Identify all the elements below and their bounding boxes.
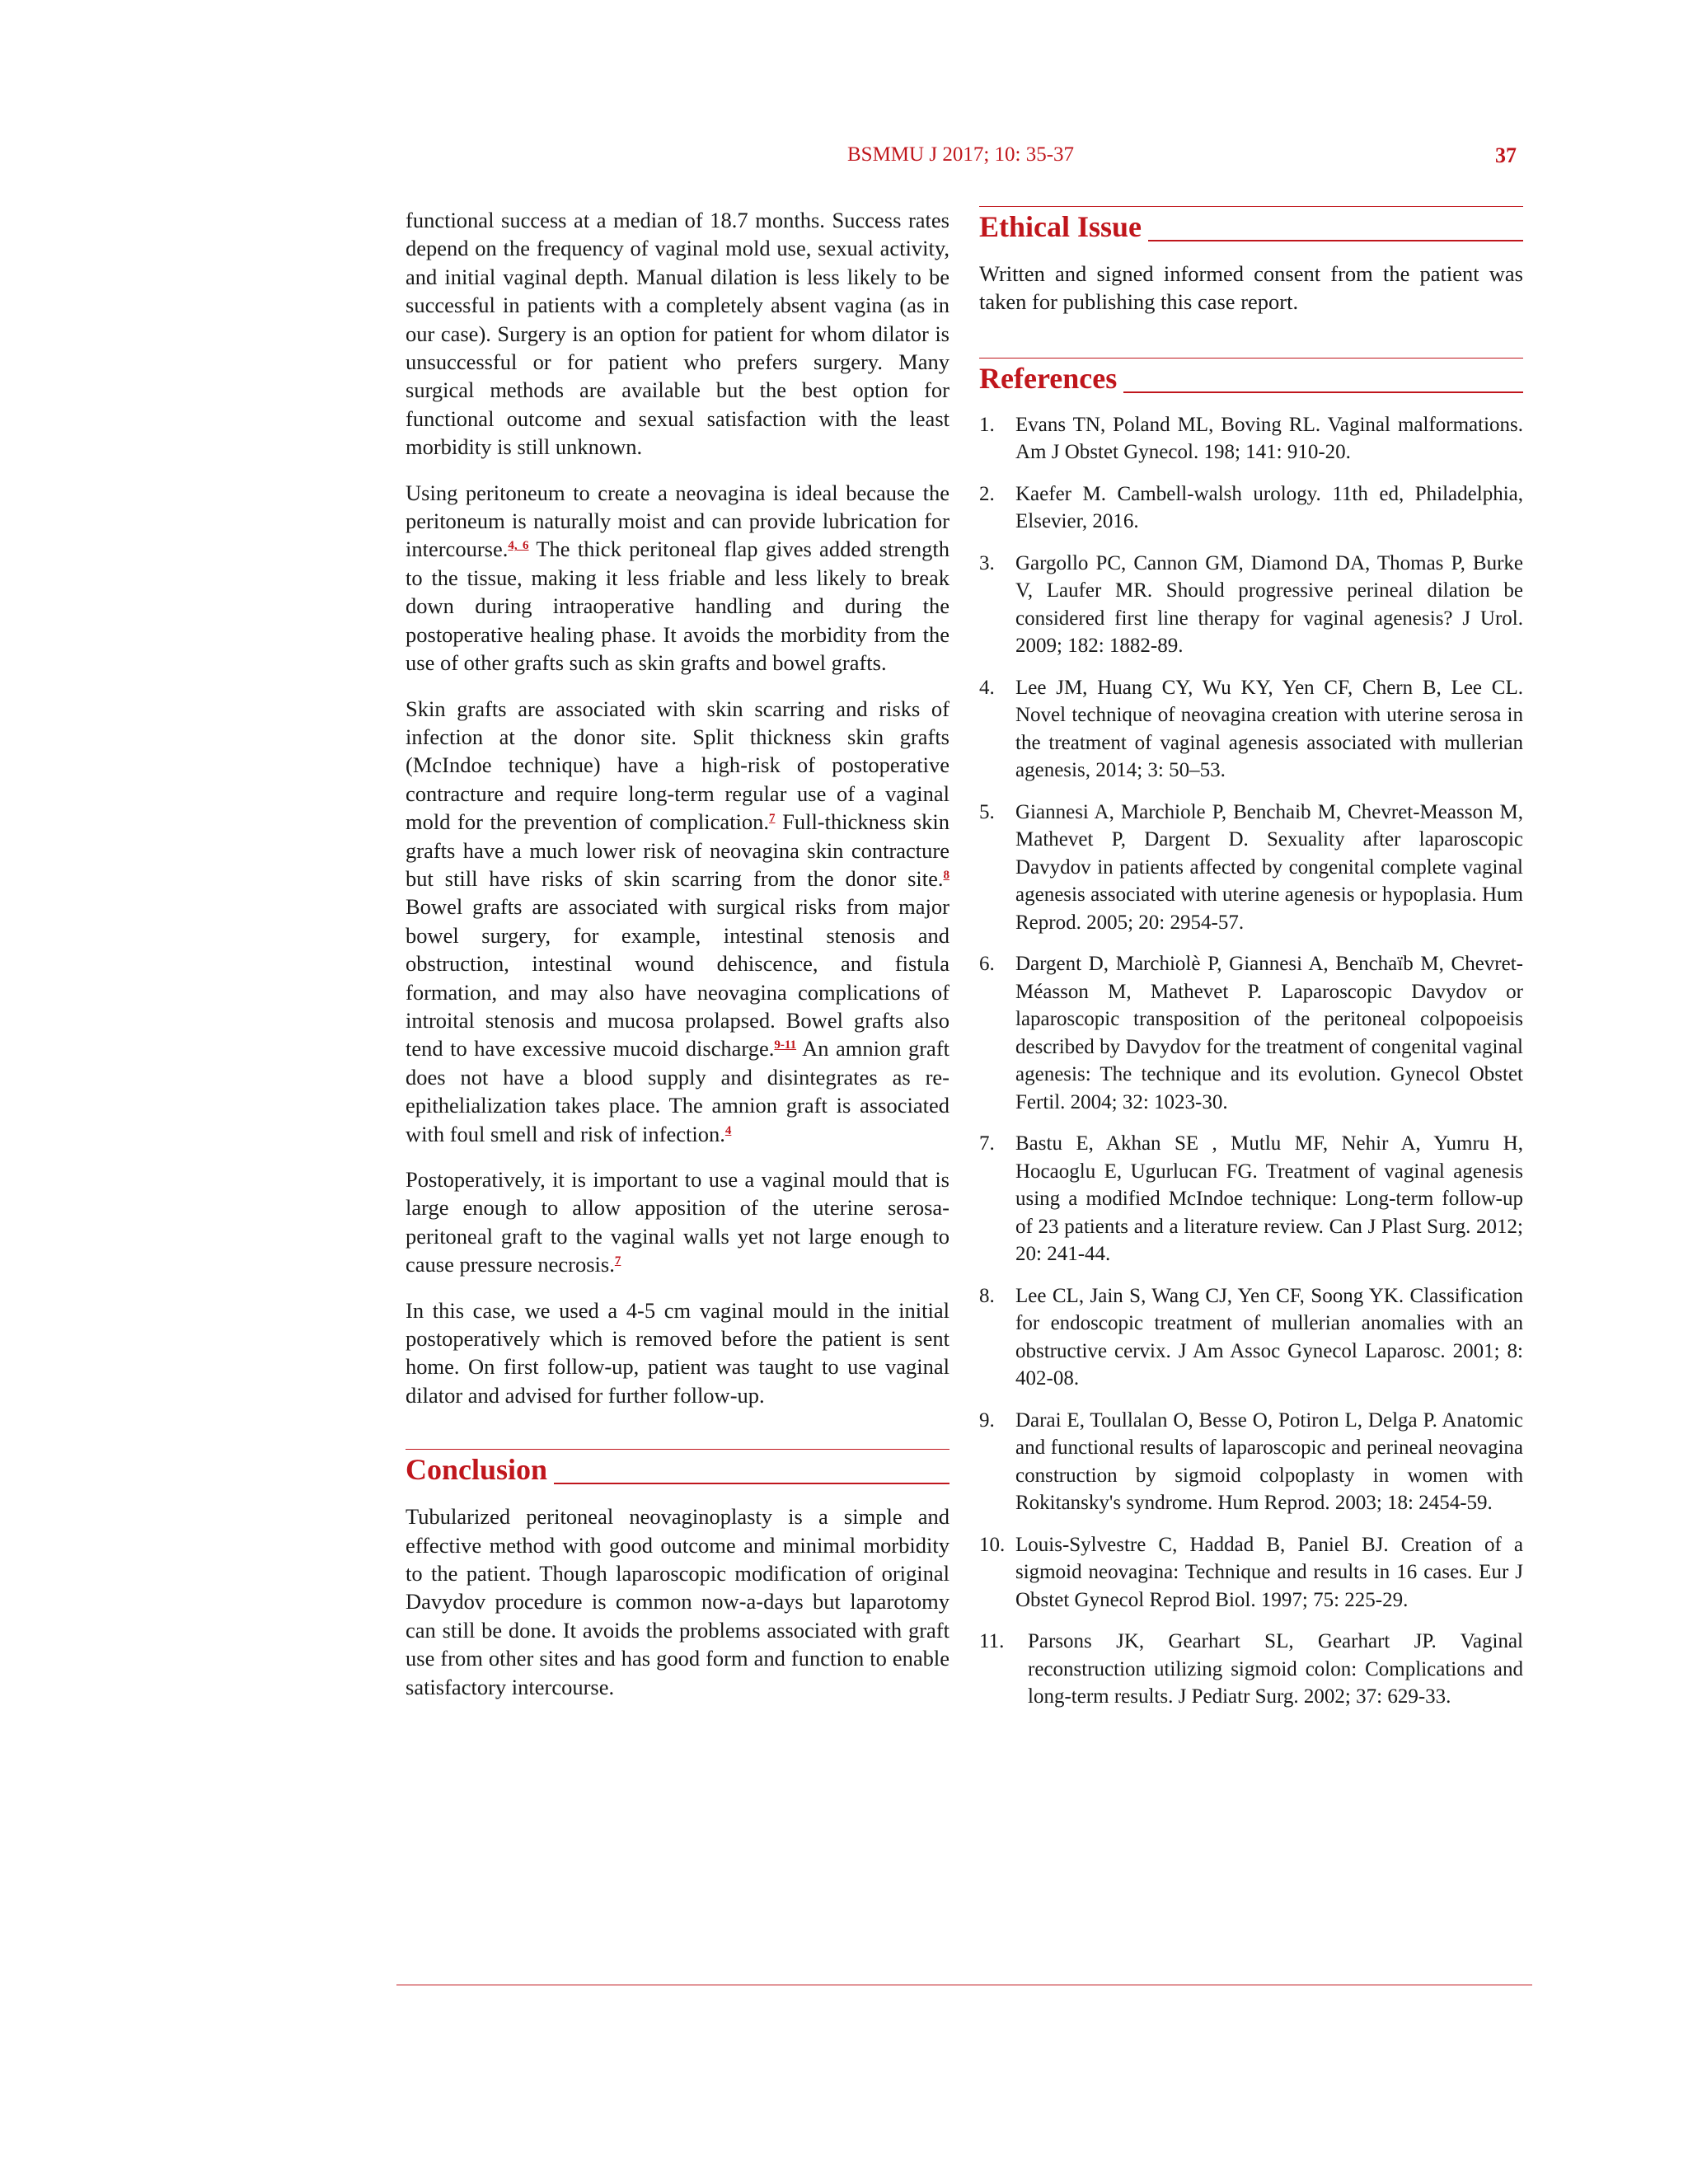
conclusion-heading bbox=[406, 1449, 950, 1491]
reference-number: 8. bbox=[979, 1284, 995, 1307]
paragraph-text: Using peritoneum to create a neovagina is ideal because the peritoneum is naturally moist and can provide lubrication for intercourse. bbox=[406, 480, 950, 562]
reference-text: Parsons JK, Gearhart SL, Gearhart JP. Vaginal reconstruction utilizing sigmoid colon: Complications and long-term results. J Pediatr Surg. 2002; 37: 629-33. bbox=[1028, 1630, 1523, 1708]
ethical-paragraph: Written and signed informed consent from the patient was taken for publishing this case report. bbox=[979, 261, 1523, 315]
reference-item bbox=[979, 1130, 1523, 1268]
paragraph-peritoneum bbox=[406, 479, 950, 677]
reference-item bbox=[979, 480, 1523, 536]
citation-link[interactable]: 8 bbox=[943, 868, 950, 882]
reference-number: 10. bbox=[979, 1533, 1006, 1556]
citation-link[interactable]: 7 bbox=[614, 1254, 621, 1268]
reference-number: 5. bbox=[979, 800, 995, 823]
reference-item bbox=[979, 1531, 1523, 1615]
conclusion-paragraph: Tubularized peritoneal neovaginoplasty is a simple and effective method with good outcome and minimal morbidity to the patient. Though laparoscopic modification of original Davydov procedure is common now-a-days but laparotomy can still be done. It avoids the problems associated with graft use from other sites and has good form and function to enable satisfactory intercourse. bbox=[406, 1504, 950, 1699]
reference-text: Lee CL, Jain S, Wang CJ, Yen CF, Soong YK. Classification for endoscopic treatment of mullerian anomalies with an obstructive cervix. J Am Assoc Gynecol Laparosc. 2001; 8: 402-08. bbox=[1015, 1284, 1523, 1390]
reference-text: Giannesi A, Marchiole P, Benchaib M, Chevret-Measson M, Mathevet P, Dargent D. Sexuality after laparoscopic Davydov in patients affected by congenital complete vaginal agenesis associated with uterine agenesis or hypoplasia. Hum Reprod. 2005; 20: 2954-57. bbox=[1015, 800, 1523, 934]
references-heading bbox=[979, 358, 1523, 400]
paragraph-text: The thick peritoneal flap gives added strength to the tissue, making it less friable and less likely to break down during intraoperative handling and during the postoperative healing phase. It avoids the morbidity from the use of other grafts such as skin grafts and bowel grafts. bbox=[406, 537, 950, 676]
paragraph-text: Full-thickness skin grafts have a much lower risk of neovagina skin contracture but still have risks of skin scarring from the donor site. bbox=[406, 809, 950, 891]
reference-item bbox=[979, 1628, 1523, 1711]
reference-item bbox=[979, 950, 1523, 1116]
reference-item bbox=[979, 1407, 1523, 1517]
reference-text: Lee JM, Huang CY, Wu KY, Yen CF, Chern B, Lee CL. Novel technique of neovagina creation with uterine serosa in the treatment of vaginal agenesis associated with mullerian agenesis, 2014; 3: 50–53. bbox=[1015, 676, 1523, 782]
reference-number: 4. bbox=[979, 676, 995, 699]
citation-link[interactable]: 9-11 bbox=[774, 1038, 797, 1052]
section-title: Conclusion bbox=[406, 1451, 554, 1488]
right-column bbox=[979, 206, 1523, 1725]
reference-number: 3. bbox=[979, 551, 995, 574]
reference-item bbox=[979, 799, 1523, 937]
reference-list bbox=[979, 411, 1523, 1711]
ethical-issue-heading bbox=[979, 206, 1523, 248]
citation-link[interactable]: 4 bbox=[724, 1123, 732, 1137]
reference-item bbox=[979, 550, 1523, 660]
reference-number: 2. bbox=[979, 482, 995, 505]
reference-number: 9. bbox=[979, 1408, 995, 1432]
reference-number: 6. bbox=[979, 953, 995, 976]
reference-text: Louis-Sylvestre C, Haddad B, Paniel BJ. Creation of a sigmoid neovagina: Technique and results in 16 cases. Eur J Obstet Gynecol Reprod Biol. 1997; 75: 225-29. bbox=[1015, 1533, 1523, 1611]
paragraph-text: Postoperatively, it is important to use a vaginal mould that is large enough to allow apposition of the uterine serosa-peritoneal graft to the vaginal walls yet not large enough to cause pressure necrosis. bbox=[406, 1167, 950, 1277]
paragraph-text: Bowel grafts are associated with surgical risks from major bowel surgery, for example, intestinal stenosis and obstruction, intestinal wound dehiscence, and fistula formation, and may also have neovagina complications of introital stenosis and mucosa prolapsed. Bowel grafts also tend to have excessive mucoid discharge. bbox=[406, 894, 950, 1062]
paragraph-grafts bbox=[406, 695, 950, 1149]
paragraph-text: An amnion graft does not have a blood supply and disintegrates as re-epithelialization takes place. The amnion graft is associated with foul smell and risk of infection. bbox=[406, 1036, 950, 1146]
citation-link[interactable]: 7 bbox=[769, 812, 776, 826]
reference-text: Kaefer M. Cambell-walsh urology. 11th ed, Philadelphia, Elsevier, 2016. bbox=[1015, 482, 1523, 533]
reference-item bbox=[979, 1282, 1523, 1393]
left-column bbox=[406, 206, 950, 1718]
reference-number: 11. bbox=[979, 1630, 1005, 1653]
reference-text: Dargent D, Marchiolè P, Giannesi A, Benchaïb M, Chevret-Méasson M, Mathevet P. Laparoscopic Davydov or laparoscopic transposition of the peritoneal colpopoeisis described by Davydov for the treatment of congenital vaginal agenesis: The technique and its evolution. Gynecol Obstet Fertil. 2004; 32: 1023-30. bbox=[1015, 953, 1523, 1113]
reference-text: Gargollo PC, Cannon GM, Diamond DA, Thomas P, Burke V, Laufer MR. Should progressive perineal dilation be considered first line therapy for vaginal agenesis? J Urol. 2009; 182: 1882-89. bbox=[1015, 551, 1523, 658]
section-title: References bbox=[979, 360, 1123, 396]
reference-text: Evans TN, Poland ML, Boving RL. Vaginal malformations. Am J Obstet Gynecol. 198; 141: 910-20. bbox=[1015, 413, 1523, 464]
reference-number: 1. bbox=[979, 413, 995, 436]
reference-text: Darai E, Toullalan O, Besse O, Potiron L, Delga P. Anatomic and functional results of laparoscopic and perineal neovagina construction by sigmoid colpoplasty in women with Rokitansky's syndrome. Hum Reprod. 2003; 18: 2454-59. bbox=[1015, 1408, 1523, 1515]
citation-link[interactable]: 4, 6 bbox=[508, 539, 529, 553]
paragraph-case-mould: In this case, we used a 4-5 cm vaginal mould in the initial postoperatively which is removed before the patient is sent home. On first follow-up, patient was taught to use vaginal dilator and advised for further follow-up. bbox=[406, 1297, 950, 1408]
reference-number: 7. bbox=[979, 1132, 995, 1155]
page-number: 37 bbox=[1495, 143, 1517, 167]
reference-item bbox=[979, 411, 1523, 466]
reference-item bbox=[979, 674, 1523, 785]
reference-text: Bastu E, Akhan SE , Mutlu MF, Nehir A, Yumru H, Hocaoglu E, Ugurlucan FG. Treatment of vaginal agenesis using a modified McIndoe technique: Long-term follow-up of 23 patients and a literature review. Can J Plast Surg. 2012; 20: 241-44. bbox=[1015, 1132, 1523, 1266]
journal-citation: BSMMU J 2017; 10: 35-37 bbox=[847, 143, 1075, 166]
section-title: Ethical Issue bbox=[979, 209, 1148, 245]
paragraph-text: Skin grafts are associated with skin scarring and risks of infection at the donor site. Split thickness skin grafts (McIndoe technique) have a high-risk of postoperative contracture and require long-term regular use of a vaginal mold for the prevention of complication. bbox=[406, 696, 950, 835]
paragraph-postoperative bbox=[406, 1165, 950, 1279]
paragraph-success-rates: functional success at a median of 18.7 months. Success rates depend on the frequency of vaginal mold use, sexual activity, and initial vaginal depth. Manual dilation is less likely to be successful in patients with a completely absent vagina (as in our case). Surgery is an option for patient for whom dilator is unsuccessful or for patient who prefers surgery. Many surgical methods are available but the best option for functional outcome and sexual satisfaction with the least morbidity is still unknown. bbox=[406, 208, 950, 460]
